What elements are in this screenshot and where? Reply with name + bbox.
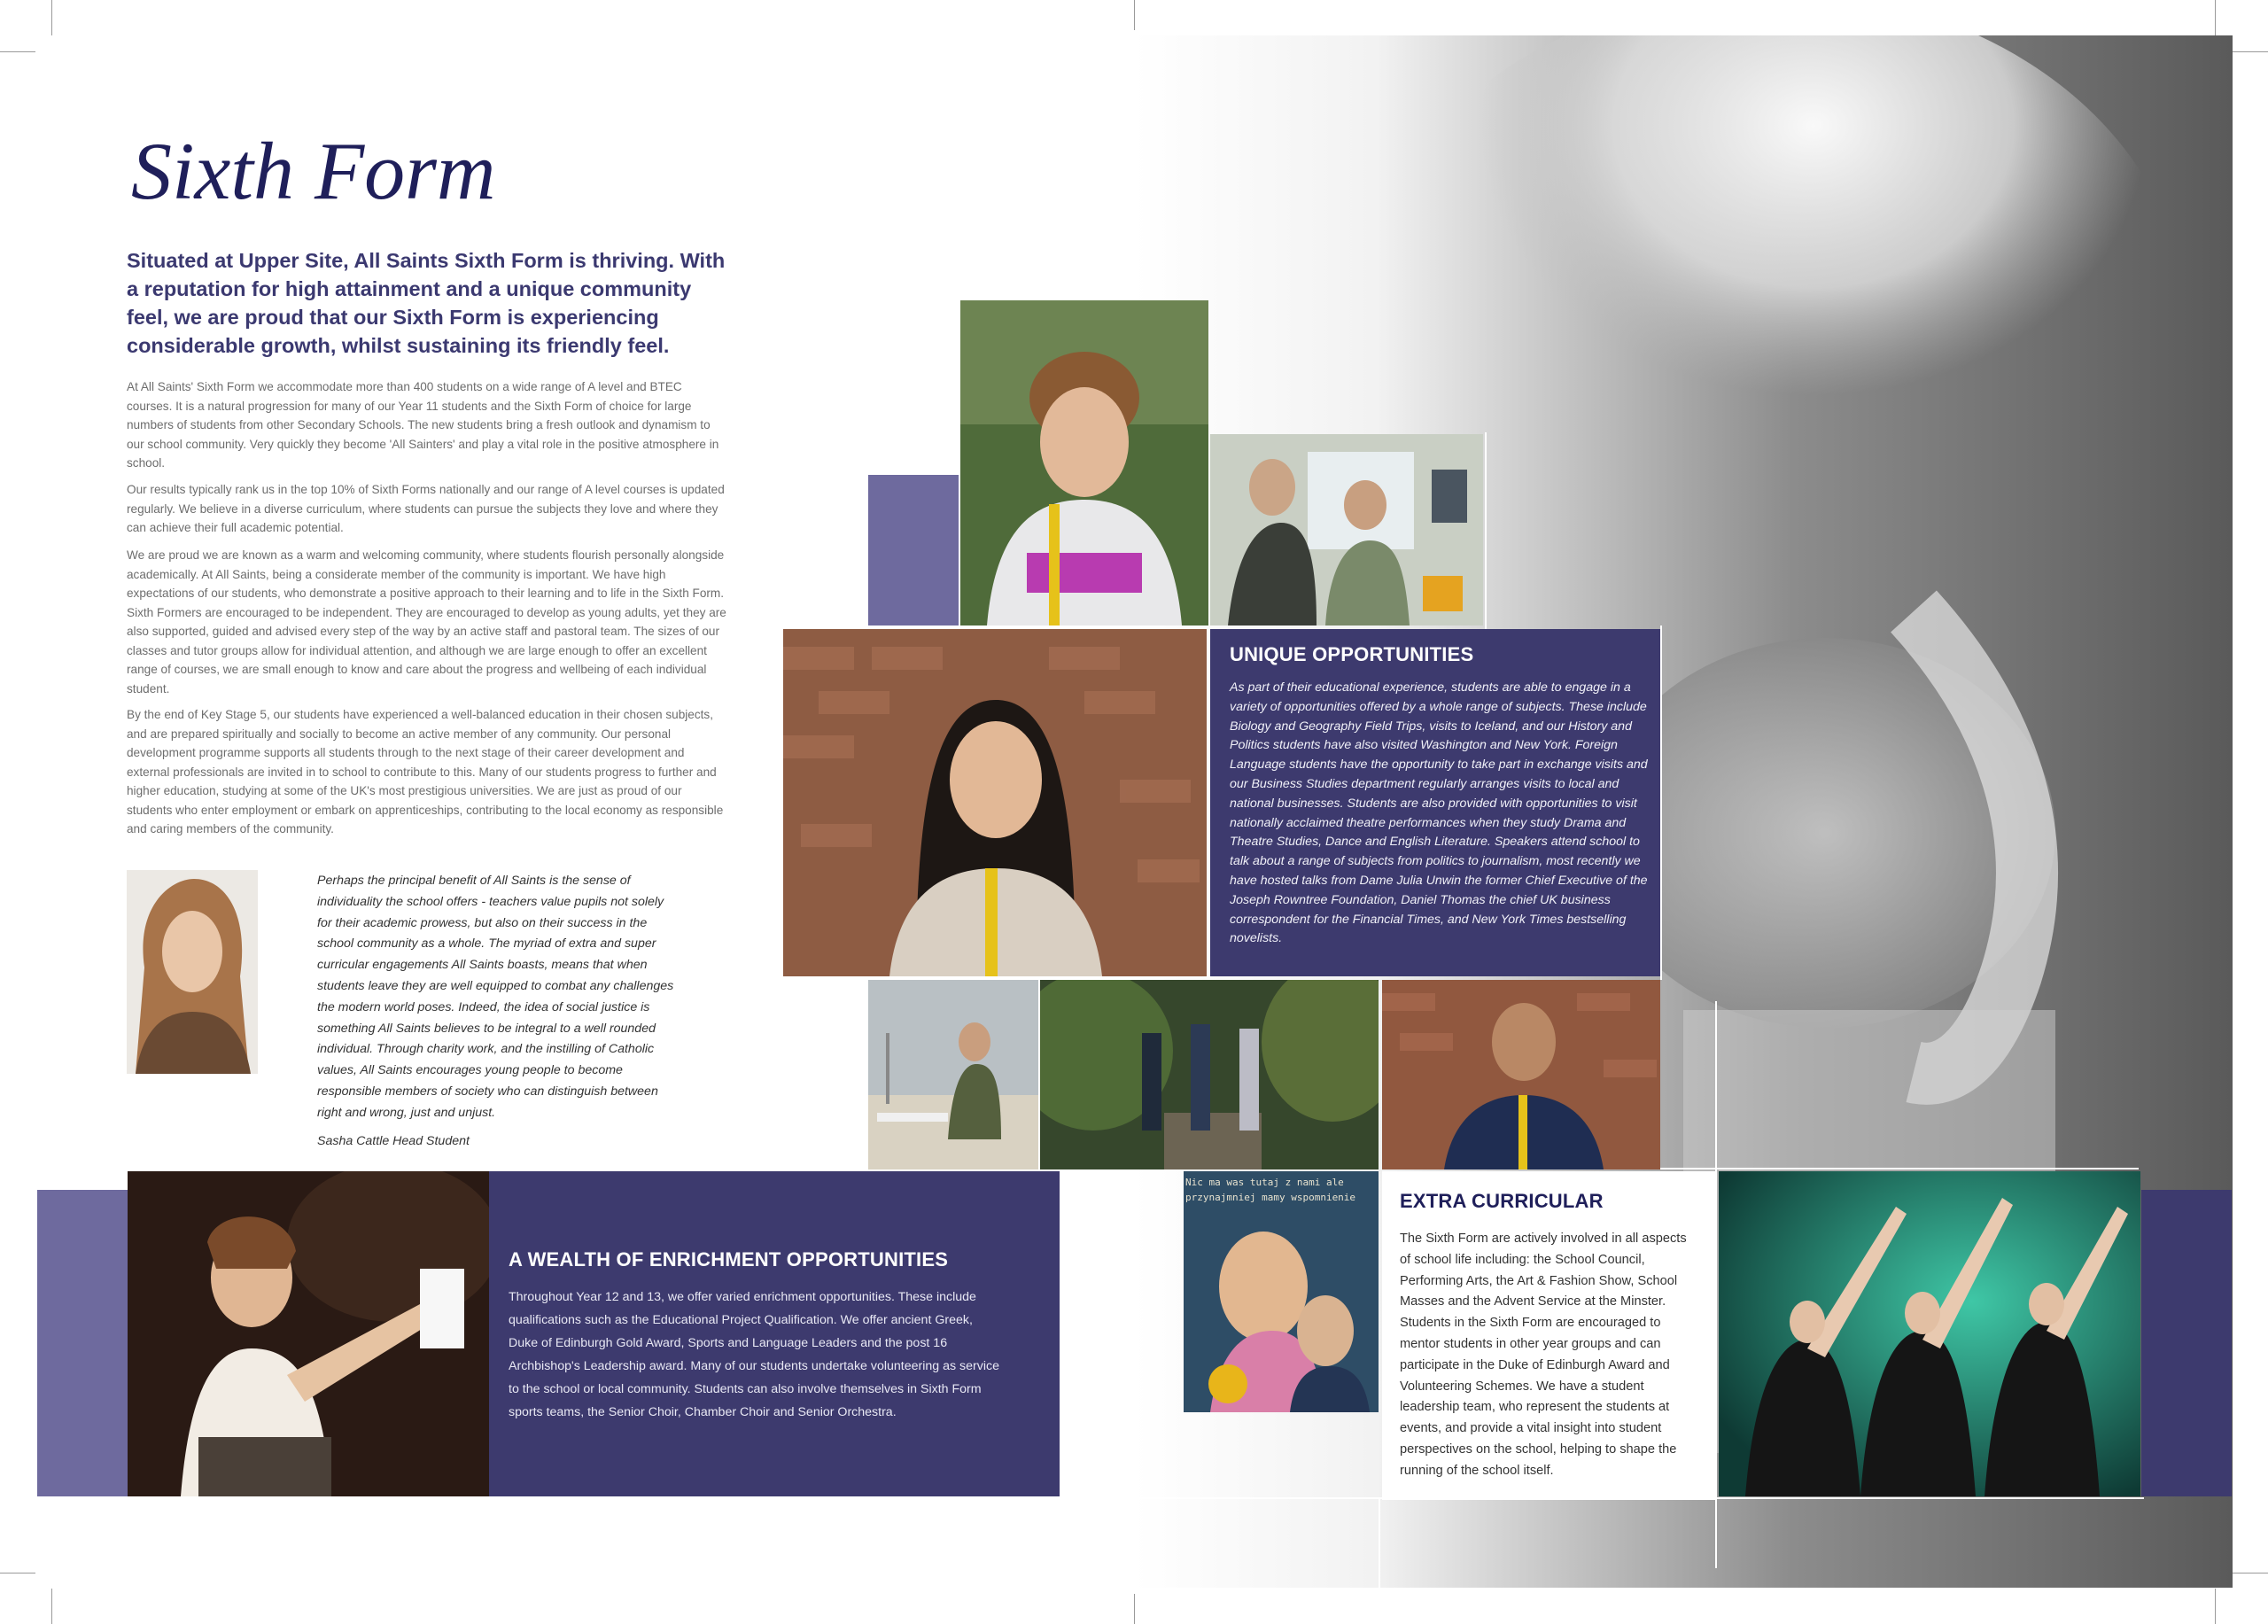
crop-mark [0,51,35,52]
student-brick-wall-photo [783,629,1207,976]
grid-line [1660,1168,2139,1169]
grid-line [1485,432,1487,629]
grid-line [1134,1497,2144,1499]
student-hoodie-photo [960,300,1208,626]
enrichment-title: A WEALTH OF ENRICHMENT OPPORTUNITIES [509,1248,949,1270]
painting-caption: Nic ma was tutaj z nami ale przynajmniej mamy wspomnienie [1185,1177,1356,1203]
crop-mark [2215,1589,2216,1624]
crop-mark [2233,51,2268,52]
students-walking-photo [1040,980,1379,1169]
crop-mark [2215,0,2216,35]
unique-opportunities-title: UNIQUE OPPORTUNITIES [1230,643,1474,665]
intro-paragraph: Situated at Upper Site, All Saints Sixth Form is thriving. With a reputation for high attainment and a unique community feel, we are proud that our Sixth Form is experiencing considerable growth, whilst sustaining its friendly feel. [127,249,726,357]
enrichment-text: Throughout Year 12 and 13, we offer varied enrichment opportunities. These include qualifications such as the Educational Project Qualification. We offer ancient Greek, Duke of Edinburgh Gold Award, Sports and Language Leaders and the post 16 Archbishop's Leadership award. Many of our students undertake volunteering as service to the school or local community. Students can also involve themselves in Sixth Form sports teams, the Senior Choir, Chamber Choir and Senior Orchestra. [509,1290,999,1419]
grid-line [1660,626,1662,980]
drama-performance-photo [128,1171,489,1496]
accent-block [37,1190,128,1496]
extra-curricular-text: The Sixth Form are actively involved in all aspects of school life including: the School Council, Performing Arts, the Art & Fashion Show, School Masses and the Advent Service at the Minster. Students in the Sixth Form are encouraged to mentor students in other year groups and can participate in the Duke of Edinburgh Award and Volunteering Schemes. We have a student leadership team, who represent the students at events, and provide a vital insight into student perspectives on the school, helping to shape the running of the school itself. [1400,1232,1687,1478]
grid-line [1379,1497,1380,1589]
accent-block [868,475,959,626]
body-paragraph: At All Saints' Sixth Form we accommodate more than 400 students on a wide range of A level and BTEC courses. It is a natural progression for many of our Year 11 students and the Sixth Form of choice for large numbers of students from other Secondary Schools. The new students bring a fresh outlook and dynamism to our school community. Very quickly they become 'All Sainters' and play a vital role in the positive atmosphere in school. [127,380,719,470]
body-paragraph: Our results typically rank us in the top 10% of Sixth Forms nationally and our range of A level courses is updated regularly. We believe in a diverse curriculum, where students can pursue the subjects they love and where they can achieve their full academic potential. [127,483,725,534]
extra-curricular-title: EXTRA CURRICULAR [1400,1190,1604,1212]
body-paragraph: We are proud we are known as a warm and welcoming community, where students flourish personally alongside academically. At All Saints, being a considerate member of the community is important. We have high expectations of our students, who demonstrate a positive approach to their learning and to life in the Sixth Form. Sixth Formers are encouraged to be independent. They are encouraged to develop as young adults, yet they are also supported, guided and advised every step of the way by an active staff and pastoral team. The sizes of our classes and tutor groups allow for individual attention, and although we are large enough to offer an excellent range of courses, we are small enough to know and care about the progress and wellbeing of each individual student. [127,548,726,695]
crop-mark [1134,0,1135,30]
science-lab-photo [868,980,1038,1169]
unique-opportunities-text: As part of their educational experience, students are able to engage in a variety of opportunities offered by a whole range of subjects. These include Biology and Geography Field Trips, visits to Iceland, and our History and Politics students have also visited Washington and New York. Foreign Language students have the opportunity to take part in exchange visits and our Business Studies department regularly arranges visits to local and national businesses. Students are also provided with opportunities to visit nationally acclaimed theatre performances when they study Drama and Theatre Studies, Dance and English Literature. Speakers attend school to talk about a range of subjects from politics to journalism, most recently we have hosted talks from Dame Julia Unwin the former Chief Executive of the Joseph Rowntree Foundation, Daniel Thomas the chief UK business correspondent for the Financial Times, and New York Times bestselling novelists. [1230,680,1648,946]
grid-line [1715,1001,1717,1568]
dance-performance-photo [1719,1171,2140,1496]
crop-mark [1134,1594,1135,1624]
student-lanyard-photo [1382,980,1660,1169]
head-student-photo [127,870,258,1074]
classroom-students-photo [1210,434,1483,626]
accent-block [2141,1190,2232,1496]
quote-attribution: Sasha Cattle Head Student [317,1134,470,1148]
student-painting-photo [1184,1171,1379,1412]
page-title: Sixth Form [131,126,496,216]
crop-mark [51,0,52,35]
crop-mark [51,1589,52,1624]
body-paragraph: By the end of Key Stage 5, our students have experienced a well-balanced education in their chosen subjects, and are prepared spiritually and socially to become an active member of any community. Our personal development programme supports all students through to the next stage of their career development and external professionals are invited in to school to contribute to this. Many of our students progress to further and higher education, studying at some of the UK's most prestigious universities. We are just as proud of our students who enter employment or embark on apprenticeships, contributing to the local economy as responsible and caring members of the community. [127,708,724,835]
student-quote: Perhaps the principal benefit of All Saints is the sense of individuality the school offers - teachers value pupils not solely for their academic prowess, but also on their success in the school community as a whole. The myriad of extra and super curricular engagements All Saints boasts, means that when students leave they are well equipped to combat any challenges the modern world poses. Indeed, the idea of social justice is something All Saints believes to be integral to a well rounded individual. Through charity work, and the instilling of Catholic values, All Saints encourages young people to become responsible members of society who can distinguish between right and wrong, just and unjust. [317,874,674,1120]
